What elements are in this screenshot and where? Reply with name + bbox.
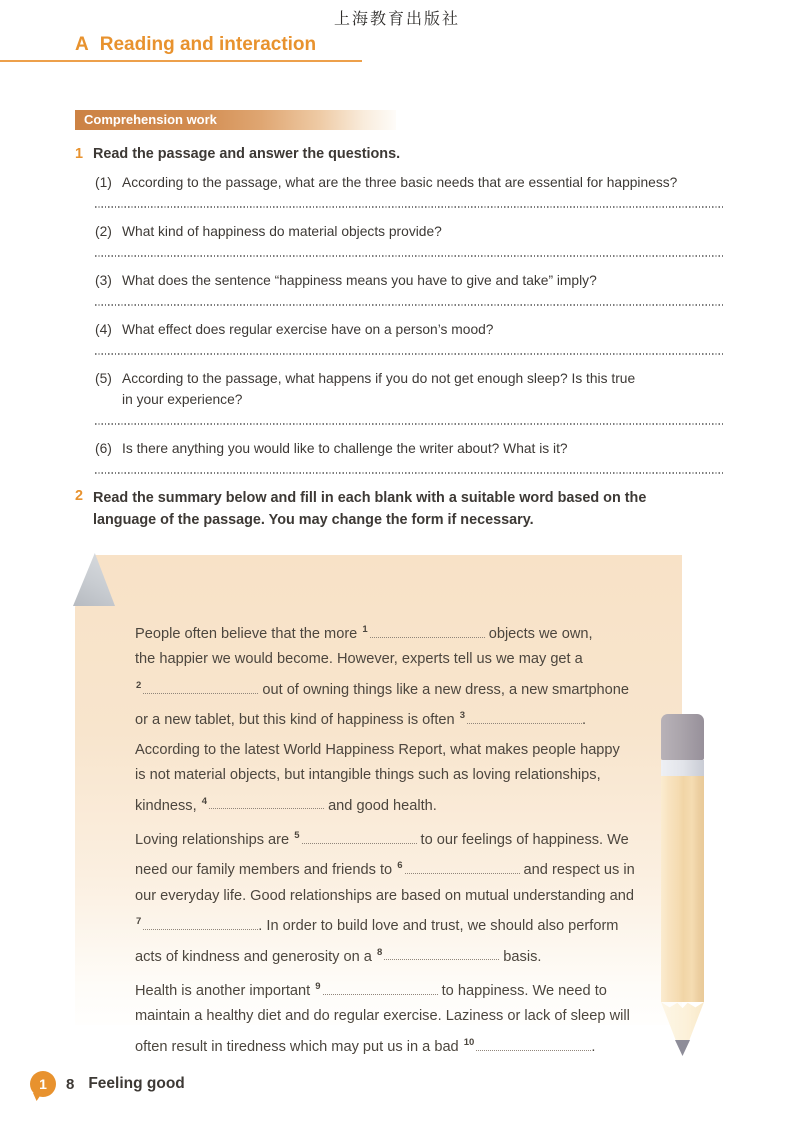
question-text-line: Is there anything you would like to challenge the writer about? What is it?	[122, 441, 568, 456]
answer-line	[95, 255, 723, 257]
question-text-line: According to the passage, what happens if you do not get enough sleep? Is this true	[122, 371, 636, 386]
summary-text-segment: is not material objects, but intangible things such as loving relationships,	[135, 767, 601, 784]
summary-line	[135, 853, 642, 883]
page-number: 8	[66, 1075, 75, 1093]
question-number: (4)	[95, 322, 112, 337]
summary-text-segment: and good health.	[324, 797, 437, 814]
exercise-1-heading	[75, 145, 723, 164]
answer-line	[95, 206, 723, 208]
summary-text-segment: to happiness. We need to	[437, 982, 607, 999]
summary-text-segment: the happier we would become. However, experts tell us we may get a	[135, 651, 583, 668]
blank-number: 8	[376, 946, 383, 958]
summary-text-segment: and respect us in	[519, 862, 635, 879]
blank-number: 2	[136, 679, 142, 691]
question-text	[122, 319, 723, 340]
blank-number: 4	[201, 795, 208, 807]
pencil-ferrule	[661, 760, 704, 776]
blank-number: 7	[136, 916, 142, 928]
question-text	[122, 368, 723, 410]
question-item	[95, 438, 723, 487]
answer-line	[95, 304, 723, 306]
question-list	[95, 172, 723, 487]
question-text	[122, 221, 723, 242]
summary-text-segment: to our feelings of happiness. We	[416, 831, 629, 848]
summary-text-segment: basis.	[499, 948, 542, 965]
fill-blank	[323, 982, 438, 995]
pencil-tip	[661, 1002, 704, 1040]
exercise-2-heading	[75, 487, 723, 531]
summary-line	[135, 823, 642, 853]
summary-text-segment: acts of kindness and generosity on a	[135, 948, 376, 965]
summary-text-segment: Health is another important	[135, 982, 315, 999]
banner-label: Comprehension work	[84, 112, 217, 127]
fill-blank	[143, 917, 258, 930]
exercise-1-number: 1	[75, 146, 84, 162]
exercise-2-instruction-line-2: language of the passage. You may change the form if necessary.	[93, 512, 534, 528]
section-title-text: Reading and interaction	[99, 34, 317, 55]
publisher-header: 上海教育出版社	[333, 9, 460, 28]
fill-blank	[405, 861, 520, 874]
question-text	[122, 438, 723, 459]
title-underline	[0, 60, 362, 62]
summary-text-segment: kindness,	[135, 797, 201, 814]
unit-badge-number: 1	[39, 1076, 47, 1092]
unit-badge	[30, 1071, 56, 1097]
question-item	[95, 270, 723, 319]
unit-title: Feeling good	[88, 1075, 185, 1092]
fill-blank	[384, 947, 499, 960]
summary-line	[135, 1030, 642, 1060]
page-footer	[30, 1071, 185, 1097]
summary-paragraph	[135, 823, 642, 970]
summary-text-segment: Loving relationships are	[135, 831, 294, 848]
question-text	[122, 172, 723, 193]
blank-number: 9	[315, 980, 321, 992]
blank-number: 3	[459, 710, 465, 722]
summary-paragraph	[135, 617, 642, 734]
question-number: (2)	[95, 224, 112, 239]
summary-text-segment: or a new tablet, but this kind of happiness is often	[135, 712, 459, 729]
question-text-line: What kind of happiness do material objects provide?	[122, 224, 442, 239]
summary-line	[135, 1004, 642, 1030]
question-text-line: What does the sentence “happiness means you have to give and take” imply?	[122, 273, 597, 288]
fill-blank	[467, 711, 582, 724]
summary-line	[135, 647, 642, 673]
summary-line	[135, 673, 642, 703]
summary-line	[135, 884, 642, 910]
summary-text-segment: out of owning things like a new dress, a new smartphone	[258, 681, 630, 698]
summary-text-segment: People often believe that the more	[135, 625, 362, 642]
summary-text-segment: According to the latest World Happiness Report, what makes people happy	[135, 741, 620, 758]
summary-line	[135, 738, 642, 764]
unit-badge-tail	[33, 1093, 42, 1101]
question-text-line: What effect does regular exercise have on a person’s mood?	[122, 322, 494, 337]
summary-text-segment: need our family members and friends to	[135, 862, 397, 879]
main-content	[75, 145, 723, 531]
question-item	[95, 172, 723, 221]
answer-line	[95, 472, 723, 474]
exercise-2-instruction-line-1: Read the summary below and fill in each blank with a suitable word based on the	[93, 490, 647, 506]
question-text	[122, 270, 723, 291]
summary-paragraph	[135, 974, 642, 1060]
question-number: (6)	[95, 441, 112, 456]
fill-blank	[302, 831, 417, 844]
summary-line	[135, 789, 642, 819]
summary-line	[135, 763, 642, 789]
summary-text-segment: . In order to build love and trust, we should also perform	[258, 918, 619, 935]
exercise-1-instruction: Read the passage and answer the questions.	[93, 146, 401, 162]
summary-card	[75, 555, 682, 1055]
summary-text-segment: .	[582, 712, 587, 729]
summary-text-segment: objects we own,	[484, 625, 593, 642]
pencil-body	[661, 776, 704, 1002]
summary-text-segment: maintain a healthy diet and do regular exercise. Laziness or lack of sleep will	[135, 1008, 630, 1025]
fill-blank	[143, 681, 258, 694]
blank-number: 6	[397, 860, 403, 872]
section-letter: A	[75, 34, 89, 55]
summary-line	[135, 940, 642, 970]
summary-paragraph	[135, 738, 642, 819]
summary-line	[135, 974, 642, 1004]
summary-text-segment: often result in tiredness which may put us in a bad	[135, 1038, 463, 1055]
question-item	[95, 319, 723, 368]
page-title	[75, 34, 316, 56]
question-number: (3)	[95, 273, 112, 288]
summary-line	[135, 909, 642, 939]
pencil-eraser	[661, 714, 704, 760]
blank-number: 1	[362, 624, 368, 635]
answer-line	[95, 423, 723, 425]
summary-text-segment: our everyday life. Good relationships are based on mutual understanding and	[135, 887, 634, 904]
pencil-illustration	[661, 714, 704, 1056]
pencil-graphite	[675, 1040, 690, 1056]
comprehension-work-banner	[75, 110, 396, 130]
exercise-2-instruction	[93, 487, 723, 531]
summary-line	[135, 617, 642, 647]
question-text-line: According to the passage, what are the three basic needs that are essential for happiness?	[122, 175, 678, 190]
exercise-2-number: 2	[75, 488, 84, 504]
fill-blank	[476, 1038, 591, 1051]
fill-blank	[370, 625, 485, 638]
question-text-line: in your experience?	[122, 392, 243, 407]
question-item	[95, 368, 723, 438]
answer-line	[95, 353, 723, 355]
question-number: (5)	[95, 371, 112, 386]
blank-number: 10	[463, 1036, 475, 1048]
fill-blank	[209, 796, 324, 809]
summary-line	[135, 703, 642, 733]
question-item	[95, 221, 723, 270]
summary-card-text	[75, 555, 682, 1064]
question-number: (1)	[95, 175, 112, 190]
summary-text-segment: .	[591, 1038, 596, 1055]
blank-number: 5	[294, 829, 300, 841]
